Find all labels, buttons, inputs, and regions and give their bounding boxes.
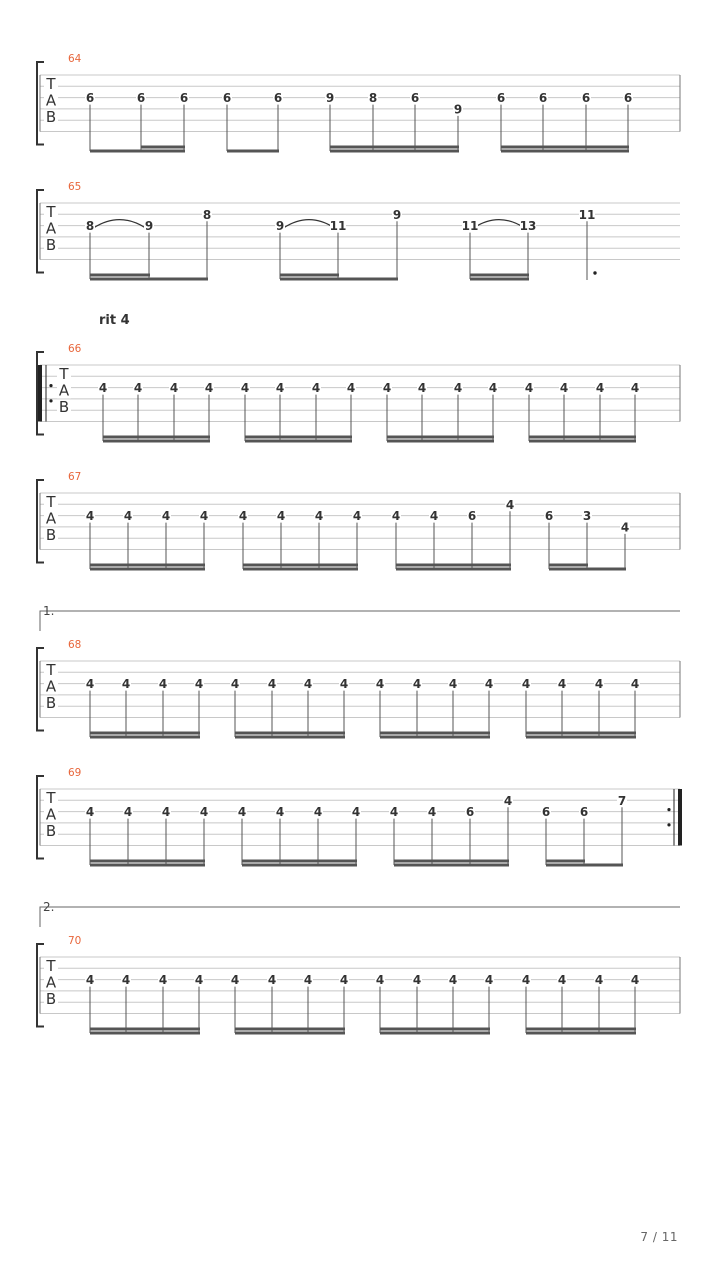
fret-number: 6 <box>410 91 420 106</box>
beam <box>90 736 200 739</box>
fret-number: 4 <box>194 973 204 988</box>
repeat-start-thick <box>38 365 42 422</box>
tab-clef-letter: T <box>46 493 56 511</box>
beam <box>394 864 509 867</box>
fret-number: 4 <box>169 381 179 396</box>
fret-number: 4 <box>484 677 494 692</box>
beam <box>549 564 588 567</box>
beam <box>90 274 150 277</box>
beam <box>235 1028 345 1031</box>
fret-number: 9 <box>392 207 402 222</box>
bar-number: 69 <box>68 767 82 779</box>
fret-number: 4 <box>412 973 422 988</box>
fret-number: 4 <box>275 381 285 396</box>
beam <box>394 860 509 863</box>
beam <box>526 1032 636 1035</box>
tab-clef-letter: T <box>46 75 56 93</box>
fret-number: 4 <box>313 805 323 820</box>
fret-number: 4 <box>204 381 214 396</box>
beam <box>90 1028 200 1031</box>
tab-system-bar-69 <box>37 767 682 867</box>
fret-number: 4 <box>557 973 567 988</box>
fret-number: 4 <box>429 509 439 524</box>
fret-number: 4 <box>594 973 604 988</box>
tab-system-bar-66 <box>37 313 680 443</box>
beam <box>280 274 339 277</box>
fret-number: 4 <box>158 973 168 988</box>
fret-number: 4 <box>133 381 143 396</box>
repeat-dot <box>49 399 52 402</box>
fret-number: 4 <box>276 509 286 524</box>
beam <box>501 150 629 153</box>
fret-number: 6 <box>222 91 232 106</box>
fret-number: 11 <box>329 219 347 234</box>
tab-clef-letter: T <box>46 789 56 807</box>
fret-number: 4 <box>314 509 324 524</box>
fret-number: 4 <box>620 520 630 535</box>
beam <box>141 146 185 149</box>
fret-number: 6 <box>467 509 477 524</box>
fret-number: 4 <box>121 677 131 692</box>
fret-number: 4 <box>595 381 605 396</box>
tab-clef-letter: T <box>46 957 56 975</box>
beam <box>546 860 585 863</box>
bar-number: 66 <box>68 343 82 355</box>
fret-number: 6 <box>579 805 589 820</box>
fret-number: 4 <box>389 805 399 820</box>
fret-number: 4 <box>303 973 313 988</box>
fret-number: 6 <box>538 91 548 106</box>
fret-number: 4 <box>412 677 422 692</box>
fret-number: 4 <box>230 973 240 988</box>
beam <box>380 736 490 739</box>
fret-number: 9 <box>275 219 285 234</box>
fret-number: 4 <box>238 509 248 524</box>
fret-number: 4 <box>391 509 401 524</box>
beam <box>396 568 511 571</box>
tab-clef-letter: B <box>45 694 57 712</box>
fret-number: 4 <box>453 381 463 396</box>
fret-number: 4 <box>161 805 171 820</box>
fret-number: 4 <box>557 677 567 692</box>
volta-bracket <box>40 907 680 927</box>
tab-system-bar-65 <box>37 181 680 281</box>
beam <box>103 436 210 439</box>
fret-number: 6 <box>623 91 633 106</box>
fret-number: 4 <box>311 381 321 396</box>
beam <box>103 440 210 443</box>
beam <box>526 732 636 735</box>
fret-number: 9 <box>453 102 463 117</box>
beam <box>245 436 352 439</box>
beam <box>90 150 185 153</box>
tab-clef-letter: A <box>45 91 57 110</box>
beam <box>280 278 398 281</box>
beam <box>529 440 636 443</box>
beam <box>243 564 358 567</box>
tab-clef-letter: T <box>46 203 56 221</box>
tab-system-bar-68 <box>37 604 680 739</box>
beam <box>242 864 357 867</box>
beam <box>380 732 490 735</box>
fret-number: 4 <box>352 509 362 524</box>
fret-number: 4 <box>417 381 427 396</box>
tie-arc <box>284 220 334 228</box>
bar-number: 70 <box>68 935 82 947</box>
beam <box>242 860 357 863</box>
beam <box>470 278 529 281</box>
tab-clef-letter: B <box>45 108 57 126</box>
fret-number: 4 <box>484 973 494 988</box>
fret-number: 4 <box>630 677 640 692</box>
bar-number: 65 <box>68 181 82 193</box>
page-number: 7 / 11 <box>640 1230 678 1244</box>
fret-number: 4 <box>630 381 640 396</box>
beam <box>526 736 636 739</box>
tab-clef-letter: B <box>45 236 57 254</box>
beam <box>396 564 511 567</box>
fret-number: 6 <box>465 805 475 820</box>
repeat-end-thick <box>678 789 682 846</box>
beam <box>470 274 529 277</box>
fret-number: 4 <box>521 677 531 692</box>
beam <box>235 732 345 735</box>
fret-number: 4 <box>267 973 277 988</box>
fret-number: 4 <box>351 805 361 820</box>
bar-number: 67 <box>68 471 82 483</box>
fret-number: 13 <box>519 219 537 234</box>
fret-number: 4 <box>121 973 131 988</box>
beam <box>90 860 205 863</box>
fret-number: 4 <box>375 973 385 988</box>
fret-number: 4 <box>339 677 349 692</box>
fret-number: 4 <box>503 793 513 808</box>
tab-clef-letter: A <box>45 805 57 824</box>
beam <box>235 1032 345 1035</box>
fret-number: 7 <box>617 793 627 808</box>
fret-number: 6 <box>179 91 189 106</box>
beam <box>387 440 494 443</box>
fret-number: 4 <box>199 509 209 524</box>
beam <box>245 440 352 443</box>
fret-number: 11 <box>461 219 479 234</box>
beam <box>90 864 205 867</box>
fret-number: 4 <box>488 381 498 396</box>
tie-arc <box>94 220 145 228</box>
beam <box>90 732 200 735</box>
fret-number: 6 <box>85 91 95 106</box>
repeat-dot <box>49 384 52 387</box>
fret-number: 4 <box>85 973 95 988</box>
fret-number: 6 <box>544 509 554 524</box>
beam <box>387 436 494 439</box>
fret-number: 9 <box>325 91 335 106</box>
tab-clef-letter: T <box>59 365 69 383</box>
tab-clef-letter: A <box>45 219 57 238</box>
fret-number: 6 <box>541 805 551 820</box>
beam <box>90 1032 200 1035</box>
fret-number: 8 <box>202 207 212 222</box>
fret-number: 4 <box>85 509 95 524</box>
fret-number: 4 <box>240 381 250 396</box>
rhythm-dot <box>593 271 596 274</box>
tie-arc <box>474 220 524 228</box>
fret-number: 6 <box>273 91 283 106</box>
fret-number: 4 <box>161 509 171 524</box>
fret-number: 9 <box>144 219 154 234</box>
fret-number: 4 <box>275 805 285 820</box>
tab-system-bar-64 <box>37 53 680 153</box>
fret-number: 4 <box>521 973 531 988</box>
fret-number: 4 <box>237 805 247 820</box>
fret-number: 6 <box>496 91 506 106</box>
fret-number: 6 <box>581 91 591 106</box>
beam <box>501 146 629 149</box>
fret-number: 4 <box>158 677 168 692</box>
fret-number: 8 <box>85 219 95 234</box>
beam <box>90 564 205 567</box>
fret-number: 4 <box>98 381 108 396</box>
tab-clef-letter: A <box>45 509 57 528</box>
volta-bracket <box>40 611 680 631</box>
rit-marking: rit 4 <box>99 313 130 328</box>
tab-system-bar-67 <box>37 471 680 571</box>
fret-number: 4 <box>524 381 534 396</box>
beam <box>330 150 459 153</box>
beam <box>380 1028 490 1031</box>
fret-number: 4 <box>267 677 277 692</box>
fret-number: 4 <box>85 677 95 692</box>
tab-clef-letter: A <box>45 677 57 696</box>
fret-number: 4 <box>123 805 133 820</box>
fret-number: 4 <box>427 805 437 820</box>
fret-number: 4 <box>194 677 204 692</box>
fret-number: 3 <box>582 509 592 524</box>
beam <box>330 146 459 149</box>
tab-clef-letter: A <box>58 381 70 400</box>
fret-number: 6 <box>136 91 146 106</box>
fret-number: 4 <box>448 677 458 692</box>
fret-number: 4 <box>375 677 385 692</box>
beam <box>529 436 636 439</box>
tab-clef-letter: B <box>45 822 57 840</box>
fret-number: 4 <box>303 677 313 692</box>
beam <box>227 150 279 153</box>
tab-clef-letter: B <box>45 526 57 544</box>
fret-number: 4 <box>448 973 458 988</box>
beam <box>526 1028 636 1031</box>
volta-label: 2. <box>43 900 55 914</box>
beam <box>90 568 205 571</box>
fret-number: 4 <box>199 805 209 820</box>
fret-number: 4 <box>505 497 515 512</box>
tab-clef-letter: A <box>45 973 57 992</box>
repeat-dot <box>667 823 670 826</box>
fret-number: 8 <box>368 91 378 106</box>
volta-label: 1. <box>43 604 55 618</box>
tab-clef-letter: B <box>58 398 70 416</box>
fret-number: 11 <box>578 207 596 222</box>
fret-number: 4 <box>230 677 240 692</box>
bar-number: 64 <box>68 53 82 65</box>
fret-number: 4 <box>630 973 640 988</box>
fret-number: 4 <box>123 509 133 524</box>
beam <box>380 1032 490 1035</box>
fret-number: 4 <box>85 805 95 820</box>
fret-number: 4 <box>346 381 356 396</box>
fret-number: 4 <box>339 973 349 988</box>
bar-number: 68 <box>68 639 82 651</box>
fret-number: 4 <box>594 677 604 692</box>
fret-number: 4 <box>559 381 569 396</box>
beam <box>235 736 345 739</box>
beam <box>243 568 358 571</box>
fret-number: 4 <box>382 381 392 396</box>
tab-system-bar-70 <box>37 900 680 1035</box>
repeat-dot <box>667 808 670 811</box>
tab-clef-letter: B <box>45 990 57 1008</box>
tab-clef-letter: T <box>46 661 56 679</box>
